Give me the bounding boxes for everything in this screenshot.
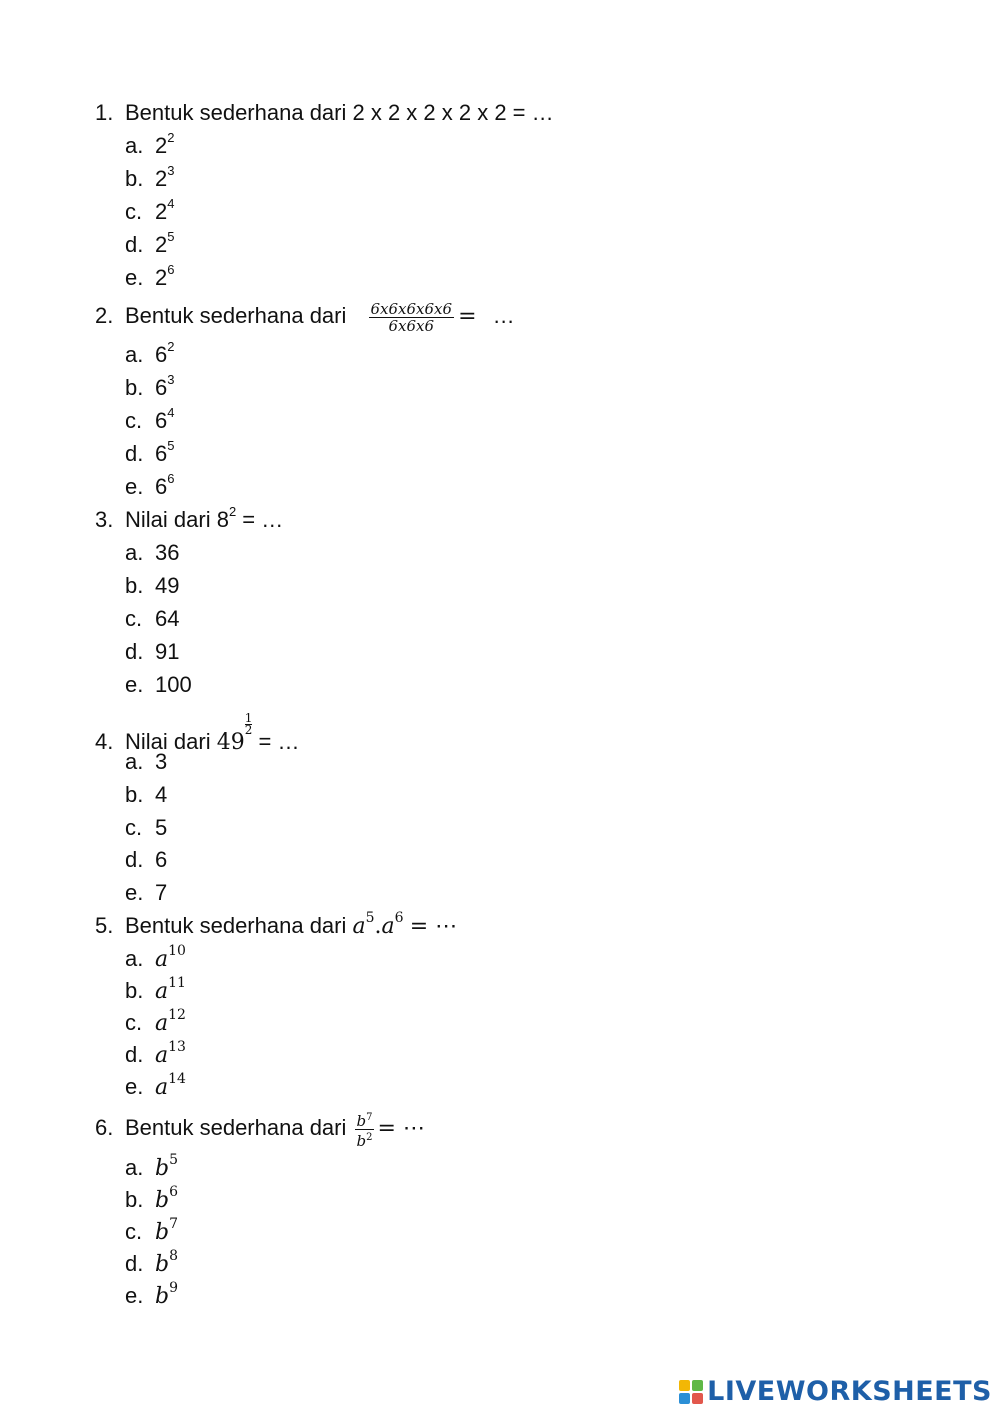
option-value: 6 <box>155 847 168 872</box>
option-base: 6 <box>155 441 168 466</box>
fraction <box>369 301 455 334</box>
q4-option-e[interactable] <box>125 879 167 907</box>
question-number: 2. <box>95 303 114 328</box>
option-exponent: 2 <box>167 339 175 354</box>
option-letter: c. <box>125 606 143 631</box>
liveworksheets-logo <box>679 1376 992 1407</box>
option-exponent: 5 <box>167 229 175 244</box>
option-letter: b. <box>125 782 144 807</box>
option-exponent: 5 <box>169 1152 179 1168</box>
option-exponent: 6 <box>167 471 175 486</box>
question-number: 4. <box>95 729 114 754</box>
question-base-1: a <box>352 914 366 939</box>
q6-option-a[interactable] <box>125 1154 178 1183</box>
option-exponent: 13 <box>168 1039 186 1055</box>
option-base: a <box>155 1011 169 1036</box>
q3-option-a[interactable] <box>125 539 179 567</box>
option-letter: e. <box>125 265 144 290</box>
q2-option-d[interactable] <box>125 440 174 468</box>
fraction-denominator: 6x6x6 <box>388 316 435 335</box>
option-letter: d. <box>125 847 144 872</box>
q5-option-d[interactable] <box>125 1041 186 1070</box>
option-letter: d. <box>125 232 144 257</box>
q6-option-d[interactable] <box>125 1250 178 1279</box>
numerator-exponent: 7 <box>366 1111 373 1123</box>
question-number: 5. <box>95 913 114 938</box>
option-value: 3 <box>155 749 168 774</box>
question-exponent-1: 5 <box>365 910 375 926</box>
question-number: 6. <box>95 1115 114 1140</box>
option-base: a <box>155 1043 169 1068</box>
q6-option-b[interactable] <box>125 1186 178 1215</box>
option-letter: e. <box>125 672 144 697</box>
fraction-numerator <box>355 1110 375 1130</box>
option-base: a <box>155 979 169 1004</box>
q4-option-c[interactable] <box>125 814 167 842</box>
question-1 <box>95 99 554 127</box>
option-exponent: 3 <box>167 372 175 387</box>
q5-option-a[interactable] <box>125 945 186 974</box>
q5-option-c[interactable] <box>125 1009 186 1038</box>
option-value: 49 <box>155 573 180 598</box>
question-6 <box>95 1108 425 1149</box>
question-exponent: 2 <box>228 504 237 519</box>
option-letter: e. <box>125 1074 144 1099</box>
option-letter: e. <box>125 880 144 905</box>
question-2 <box>95 298 515 335</box>
logo-square-4 <box>692 1393 703 1404</box>
option-value: 4 <box>155 782 168 807</box>
option-base: 2 <box>155 232 168 257</box>
option-base: 2 <box>155 133 168 158</box>
logo-square-2 <box>692 1380 703 1391</box>
option-letter: e. <box>125 474 144 499</box>
option-exponent: 6 <box>167 262 175 277</box>
q1-option-a[interactable] <box>125 132 174 160</box>
q5-option-b[interactable] <box>125 977 186 1006</box>
q3-option-b[interactable] <box>125 572 179 600</box>
option-letter: a. <box>125 133 144 158</box>
q2-option-b[interactable] <box>125 374 174 402</box>
q2-option-c[interactable] <box>125 407 174 435</box>
option-letter: c. <box>125 815 143 840</box>
dot-operator: . <box>374 914 382 939</box>
option-letter: d. <box>125 441 144 466</box>
option-base: b <box>155 1220 170 1245</box>
option-base: b <box>155 1284 170 1309</box>
q2-option-e[interactable] <box>125 473 174 501</box>
numerator-base: b <box>356 1111 367 1130</box>
question-exponent-2: 6 <box>394 910 404 926</box>
question-text: Bentuk sederhana dari <box>125 303 347 328</box>
q6-option-e[interactable] <box>125 1282 178 1311</box>
option-letter: c. <box>125 1010 143 1035</box>
option-letter: e. <box>125 1283 144 1308</box>
option-base: b <box>155 1188 170 1213</box>
q3-option-e[interactable] <box>125 671 192 699</box>
option-letter: a. <box>125 1155 144 1180</box>
option-letter: b. <box>125 375 144 400</box>
option-exponent: 5 <box>167 438 175 453</box>
q4-option-d[interactable] <box>125 846 167 874</box>
option-letter: d. <box>125 1042 144 1067</box>
option-base: 2 <box>155 166 168 191</box>
option-value: 100 <box>155 672 192 697</box>
question-text: Bentuk sederhana dari 2 x 2 x 2 x 2 x 2 = … <box>125 100 554 125</box>
q4-option-b[interactable] <box>125 781 167 809</box>
question-suffix: = ⋯ <box>377 1116 425 1141</box>
option-base: 6 <box>155 408 168 433</box>
option-exponent: 7 <box>169 1216 179 1232</box>
denominator-base: b <box>356 1131 367 1150</box>
option-base: b <box>155 1156 170 1181</box>
option-letter: c. <box>125 199 143 224</box>
fraction-numerator: 6x6x6x6x6 <box>370 299 453 318</box>
question-suffix: = ⋯ <box>409 914 458 939</box>
question-text: Nilai dari <box>125 729 211 754</box>
equals-sign: = <box>458 304 477 329</box>
q5-option-e[interactable] <box>125 1073 186 1102</box>
logo-square-3 <box>679 1393 690 1404</box>
question-text: Bentuk sederhana dari <box>125 1115 347 1140</box>
question-base-2: a <box>381 914 395 939</box>
option-exponent: 2 <box>167 130 175 145</box>
option-exponent: 4 <box>167 196 175 211</box>
option-exponent: 3 <box>167 163 175 178</box>
option-exponent: 14 <box>168 1071 186 1087</box>
exponent-denominator: 2 <box>244 723 253 737</box>
option-base: a <box>155 947 169 972</box>
option-exponent: 12 <box>168 1007 186 1023</box>
q4-option-a[interactable] <box>125 748 167 776</box>
option-base: 6 <box>155 375 168 400</box>
question-number: 1. <box>95 100 114 125</box>
option-letter: a. <box>125 946 144 971</box>
option-base: a <box>155 1075 169 1100</box>
q2-option-a[interactable] <box>125 341 174 369</box>
option-value: 7 <box>155 880 168 905</box>
option-exponent: 9 <box>169 1280 179 1296</box>
question-5 <box>95 912 457 941</box>
question-base: 49 <box>216 730 245 755</box>
q1-option-b[interactable] <box>125 165 174 193</box>
option-value: 64 <box>155 606 180 631</box>
option-letter: d. <box>125 639 144 664</box>
option-letter: d. <box>125 1251 144 1276</box>
q1-option-e[interactable] <box>125 264 174 292</box>
option-letter: b. <box>125 573 144 598</box>
question-suffix: = … <box>258 729 300 754</box>
fraction-exponent <box>245 713 253 736</box>
option-exponent: 6 <box>169 1184 179 1200</box>
option-exponent: 10 <box>168 943 186 959</box>
question-3 <box>95 506 283 534</box>
option-letter: a. <box>125 540 144 565</box>
q1-option-d[interactable] <box>125 231 174 259</box>
question-text: Bentuk sederhana dari <box>125 913 347 938</box>
option-letter: b. <box>125 978 144 1003</box>
option-base: 2 <box>155 265 168 290</box>
option-value: 91 <box>155 639 180 664</box>
q6-option-c[interactable] <box>125 1218 178 1247</box>
fraction-denominator <box>355 1130 375 1149</box>
ellipsis: … <box>492 303 515 328</box>
question-number: 3. <box>95 507 114 532</box>
option-letter: b. <box>125 1187 144 1212</box>
option-base: 6 <box>155 342 168 367</box>
denominator-exponent: 2 <box>366 1131 373 1143</box>
logo-square-1 <box>679 1380 690 1391</box>
option-base: 2 <box>155 199 168 224</box>
q3-option-c[interactable] <box>125 605 179 633</box>
option-letter: c. <box>125 408 143 433</box>
question-suffix: = … <box>242 507 284 532</box>
fraction <box>355 1110 375 1149</box>
option-letter: b. <box>125 166 144 191</box>
option-letter: a. <box>125 342 144 367</box>
option-exponent: 8 <box>169 1248 179 1264</box>
logo-mark-icon <box>679 1380 703 1404</box>
question-text: Nilai dari 8 <box>125 507 229 532</box>
option-exponent: 11 <box>168 975 186 991</box>
option-exponent: 4 <box>167 405 175 420</box>
option-letter: c. <box>125 1219 143 1244</box>
option-base: 6 <box>155 474 168 499</box>
logo-text: LIVEWORKSHEETS <box>707 1376 992 1407</box>
option-value: 5 <box>155 815 168 840</box>
option-value: 36 <box>155 540 180 565</box>
q3-option-d[interactable] <box>125 638 179 666</box>
q1-option-c[interactable] <box>125 198 174 226</box>
option-base: b <box>155 1252 170 1277</box>
option-letter: a. <box>125 749 144 774</box>
exponent-numerator: 1 <box>244 711 253 725</box>
